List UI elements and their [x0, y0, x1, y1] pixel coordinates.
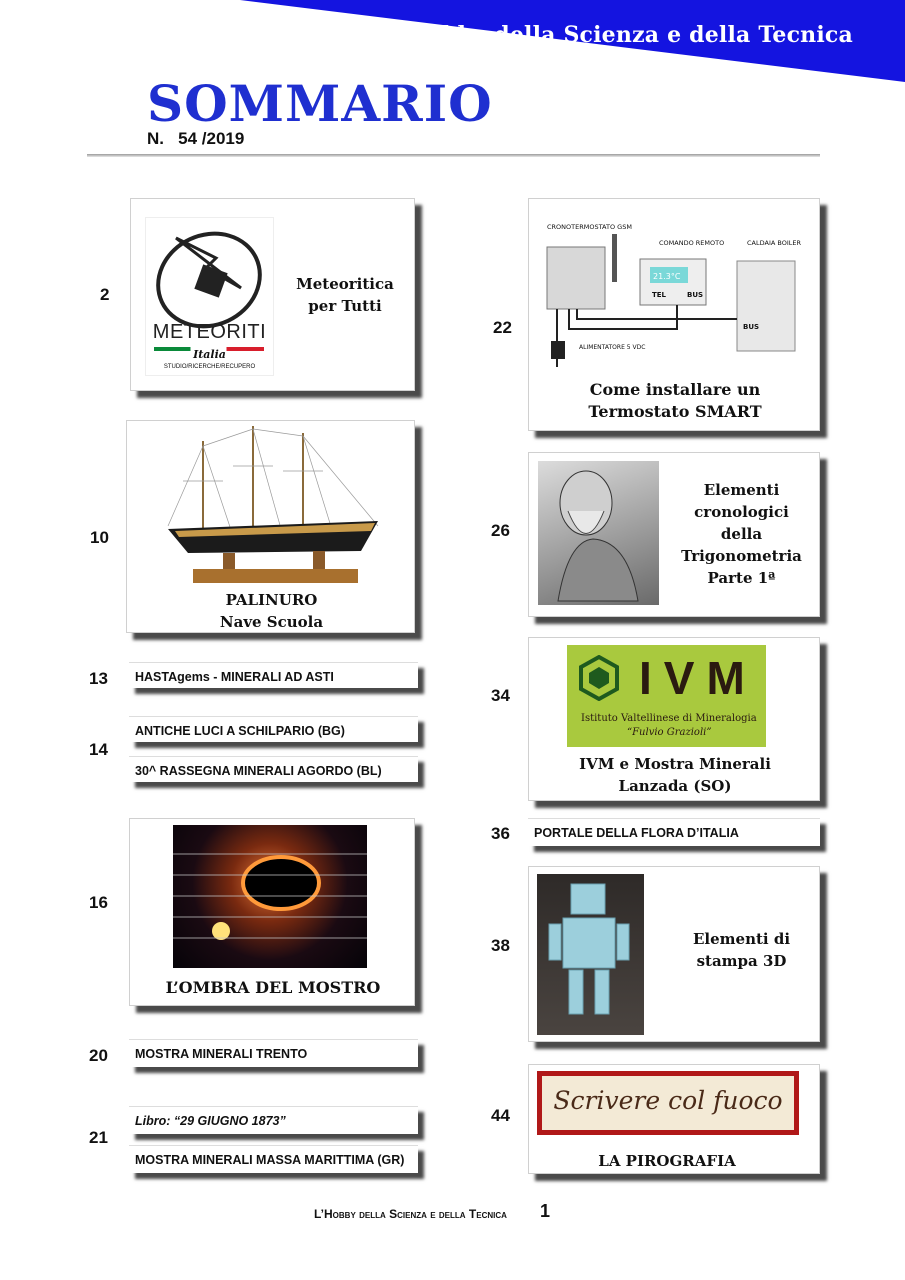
logo-subtitle: Italia	[193, 348, 226, 361]
ship-model-image	[163, 421, 387, 589]
page-number: 44	[491, 1106, 510, 1125]
article-title: Elementi di stampa 3D	[692, 930, 791, 970]
article-card-ombra[interactable]	[129, 818, 415, 1006]
3d-printed-robot-image	[537, 874, 644, 1035]
diagram-label-remote: COMANDO REMOTO	[659, 239, 725, 247]
diagram-label-boiler: CALDAIA BOILER	[747, 239, 801, 247]
page-number: 20	[89, 1046, 108, 1065]
crystal-icon	[579, 655, 619, 701]
header-rule	[87, 154, 820, 157]
page-number: 36	[491, 824, 510, 843]
page-number: 16	[89, 893, 108, 912]
page-number: 2	[100, 285, 110, 304]
page-number: 22	[493, 318, 512, 337]
ivm-logo-line1: Istituto Valtellinese di Mineralogia	[581, 713, 757, 724]
article-strip-trento[interactable]: MOSTRA MINERALI TRENTO	[129, 1039, 418, 1067]
page-number: 26	[491, 521, 510, 540]
page-title: SOMMARIO	[147, 74, 493, 133]
article-strip-massa-marittima[interactable]: MOSTRA MINERALI MASSA MARITTIMA (GR)	[129, 1145, 418, 1173]
article-card-stampa-3d[interactable]	[528, 866, 820, 1042]
article-strip-agordo[interactable]: 30^ RASSEGNA MINERALI AGORDO (BL)	[129, 756, 418, 782]
article-strip-libro[interactable]: Libro: “29 GIUGNO 1873”	[129, 1106, 418, 1134]
page-number: 38	[491, 936, 510, 955]
ivm-logo	[567, 645, 766, 747]
footer-text: L’Hobby della Scienza e della Tecnica	[314, 1207, 507, 1221]
page-number: 10	[90, 528, 109, 547]
article-card-meteoritica[interactable]	[130, 198, 415, 391]
page-number: 34	[491, 686, 510, 705]
logo-tagline: STUDIO/RICERCHE/RECUPERO	[163, 364, 256, 370]
article-title: PALINURO Nave Scuola	[219, 591, 324, 631]
article-card-termostato[interactable]	[528, 198, 820, 431]
thermostat-wiring-diagram	[537, 209, 815, 367]
article-card-trigonometria[interactable]	[528, 452, 820, 617]
pyrography-banner-text: Scrivere col fuoco	[542, 1076, 794, 1130]
ptolemy-engraving-image	[538, 461, 659, 605]
article-card-ivm[interactable]	[528, 637, 820, 801]
footer-page-number: 1	[540, 1201, 551, 1221]
diagram-label-gsm: CRONOTERMOSTATO GSM	[547, 223, 632, 231]
magazine-title: L’Hobby della Scienza e della Tecnica	[388, 22, 853, 48]
article-card-pirografia[interactable]	[528, 1064, 820, 1174]
article-title: Meteoritica per Tutti	[296, 275, 394, 315]
diagram-label-tel: TEL	[652, 291, 667, 299]
meteoriti-logo	[145, 217, 274, 376]
page-number: 13	[89, 669, 108, 688]
article-strip-schilpario[interactable]: ANTICHE LUCI A SCHILPARIO (BG)	[129, 716, 418, 742]
article-title: L’OMBRA DEL MOSTRO	[165, 978, 381, 997]
logo-text: METEORITI	[152, 321, 267, 343]
diagram-label-bus: BUS	[687, 291, 704, 299]
ivm-logo-line2: “Fulvio Grazioli”	[627, 727, 712, 738]
article-title: IVM e Mostra Minerali Lanzada (SO)	[579, 755, 771, 795]
article-strip-hastagems[interactable]: HASTAgems - MINERALI AD ASTI	[129, 662, 418, 688]
pyrography-banner	[537, 1071, 799, 1135]
article-title: Elementi cronologici della Trigonometria Parte 1ª	[681, 481, 802, 587]
article-title: Come installare un Termostato SMART	[588, 380, 762, 421]
page-number: 14	[89, 740, 108, 759]
black-hole-image	[173, 825, 367, 968]
ivm-logo-text: IVM	[639, 652, 757, 704]
article-card-palinuro[interactable]	[126, 420, 415, 633]
diagram-label-psu: ALIMENTATORE 5 VDC	[579, 344, 646, 351]
article-strip-flora[interactable]: PORTALE DELLA FLORA D’ITALIA	[528, 818, 820, 846]
page-number: 21	[89, 1128, 108, 1147]
diagram-label-bus2: BUS	[743, 323, 760, 331]
article-title: LA PIROGRAFIA	[598, 1152, 736, 1170]
diagram-display: 21.3°C	[653, 272, 681, 281]
issue-number: N. 54 /2019	[147, 129, 245, 148]
